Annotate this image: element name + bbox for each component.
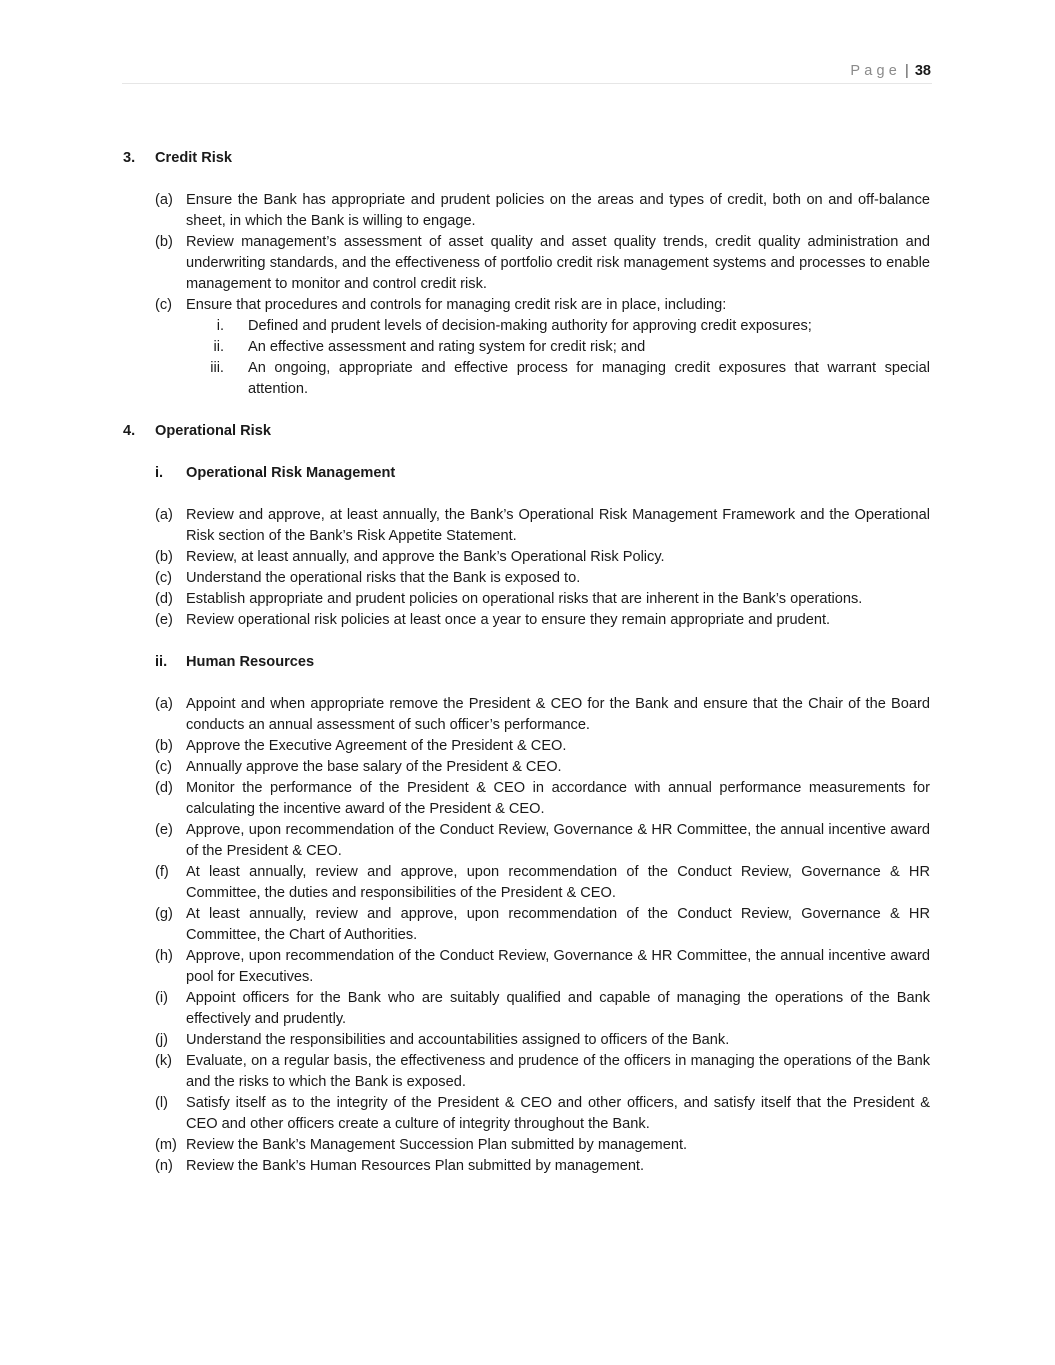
hr-list xyxy=(155,694,930,1177)
subsection-heading-orm xyxy=(155,463,930,484)
section-title: Credit Risk xyxy=(155,150,233,166)
item-label: (n) xyxy=(155,1158,173,1174)
item-text: Satisfy itself as to the integrity of the President & CEO and other officers, and satisfy itself that the President & CEO and other officers create a culture of integrity throughout the Bank. xyxy=(186,1095,930,1132)
item-label: (b) xyxy=(155,549,173,565)
item-label: (h) xyxy=(155,948,173,964)
subsection-number: ii. xyxy=(155,654,168,670)
list-item xyxy=(155,820,930,862)
item-text: Review the Bank’s Management Succession Plan submitted by management. xyxy=(186,1137,688,1153)
subsection-title: Operational Risk Management xyxy=(186,465,396,481)
item-label: (c) xyxy=(155,759,173,775)
item-text: Appoint and when appropriate remove the President & CEO for the Bank and ensure that the Chair of the Board conducts an annual assessment of such officer’s performance. xyxy=(186,696,930,733)
item-label xyxy=(186,337,248,358)
item-text: Understand the responsibilities and accountabilities assigned to officers of the Bank. xyxy=(186,1032,730,1048)
item-label: (d) xyxy=(155,591,173,607)
item-text: Review and approve, at least annually, the Bank’s Operational Risk Management Framework and the Operational Risk section of the Bank’s Risk Appetite Statement. xyxy=(186,507,930,544)
item-label-text: i. xyxy=(216,318,224,334)
list-item xyxy=(155,1135,930,1156)
list-item xyxy=(155,904,930,946)
subsection-number: i. xyxy=(155,465,164,481)
item-text: Appoint officers for the Bank who are suitably qualified and capable of managing the operations of the Bank effectively and prudently. xyxy=(186,990,930,1027)
section-number: 3. xyxy=(123,150,136,166)
list-item xyxy=(155,1156,930,1177)
item-text: Review, at least annually, and approve the Bank’s Operational Risk Policy. xyxy=(186,549,665,565)
item-text: Review management’s assessment of asset quality and asset quality trends, credit quality administration and underwriting standards, and the effectiveness of portfolio credit risk management systems and processes to enable management to monitor and control credit risk. xyxy=(186,234,930,292)
list-item xyxy=(155,757,930,778)
page-separator: | xyxy=(905,63,909,79)
item-text: At least annually, review and approve, upon recommendation of the Conduct Review, Governance & HR Committee, the duties and responsibilities of the President & CEO. xyxy=(186,864,930,901)
section-heading-credit-risk xyxy=(123,148,930,169)
item-label: (a) xyxy=(155,696,173,712)
item-text: An ongoing, appropriate and effective process for managing credit exposures that warrant special attention. xyxy=(248,360,930,397)
list-item xyxy=(155,568,930,589)
list-item xyxy=(155,1093,930,1135)
item-label: (b) xyxy=(155,234,173,250)
item-text: Approve, upon recommendation of the Conduct Review, Governance & HR Committee, the annual incentive award of the President & CEO. xyxy=(186,822,930,859)
item-text: Understand the operational risks that the Bank is exposed to. xyxy=(186,570,581,586)
list-item xyxy=(155,505,930,547)
item-text: An effective assessment and rating system for credit risk; and xyxy=(248,339,646,355)
item-text: Defined and prudent levels of decision-making authority for approving credit exposures; xyxy=(248,318,812,334)
list-item xyxy=(155,190,930,232)
list-item xyxy=(155,778,930,820)
item-text: Review operational risk policies at least once a year to ensure they remain appropriate and prudent. xyxy=(186,612,831,628)
list-item xyxy=(155,1051,930,1093)
section-heading-operational-risk xyxy=(123,421,930,442)
page-header xyxy=(850,61,931,81)
orm-list xyxy=(155,505,930,631)
list-item xyxy=(155,1030,930,1051)
list-item xyxy=(155,946,930,988)
item-label: (e) xyxy=(155,822,173,838)
item-label xyxy=(186,316,248,337)
page-label: Page xyxy=(850,63,902,79)
item-label: (e) xyxy=(155,612,173,628)
item-label: (l) xyxy=(155,1095,168,1111)
item-text: Annually approve the base salary of the President & CEO. xyxy=(186,759,562,775)
list-item xyxy=(155,610,930,631)
page-number: 38 xyxy=(914,63,931,79)
item-text: Establish appropriate and prudent policies on operational risks that are inherent in the Bank’s operations. xyxy=(186,591,863,607)
list-item xyxy=(155,988,930,1030)
list-item xyxy=(155,295,930,316)
item-label: (a) xyxy=(155,192,173,208)
item-label: (b) xyxy=(155,738,173,754)
sub-list-item xyxy=(186,337,930,358)
item-text: Ensure the Bank has appropriate and prudent policies on the areas and types of credit, both on and off-balance sheet, in which the Bank is willing to engage. xyxy=(186,192,930,229)
item-label xyxy=(186,358,248,400)
item-label: (f) xyxy=(155,864,169,880)
header-rule xyxy=(122,83,932,84)
item-label-text: ii. xyxy=(213,339,224,355)
list-item xyxy=(155,862,930,904)
item-text: Monitor the performance of the President & CEO in accordance with annual performance measurements for calculating the incentive award of the President & CEO. xyxy=(186,780,930,817)
item-text: Approve, upon recommendation of the Conduct Review, Governance & HR Committee, the annual incentive award pool for Executives. xyxy=(186,948,930,985)
list-item xyxy=(155,232,930,295)
item-label: (c) xyxy=(155,570,173,586)
subsection-heading-hr xyxy=(155,652,930,673)
item-text: Approve the Executive Agreement of the President & CEO. xyxy=(186,738,567,754)
document-body xyxy=(123,148,930,1177)
item-label: (c) xyxy=(155,297,173,313)
sub-list-item xyxy=(186,316,930,337)
section-title: Operational Risk xyxy=(155,423,271,439)
item-label: (g) xyxy=(155,906,173,922)
item-label: (j) xyxy=(155,1032,168,1048)
section-number: 4. xyxy=(123,423,136,439)
list-item xyxy=(155,547,930,568)
subsection-title: Human Resources xyxy=(186,654,315,670)
item-label: (k) xyxy=(155,1053,173,1069)
item-label: (i) xyxy=(155,990,168,1006)
list-item xyxy=(155,694,930,736)
item-label-text: iii. xyxy=(210,360,224,376)
item-text: At least annually, review and approve, upon recommendation of the Conduct Review, Governance & HR Committee, the Chart of Authorities. xyxy=(186,906,930,943)
sub-list-item xyxy=(186,358,930,400)
item-text: Evaluate, on a regular basis, the effectiveness and prudence of the officers in managing the operations of the Bank and the risks to which the Bank is exposed. xyxy=(186,1053,930,1090)
item-text: Ensure that procedures and controls for managing credit risk are in place, including: xyxy=(186,297,727,313)
item-label: (m) xyxy=(155,1137,177,1153)
credit-risk-sublist xyxy=(186,316,930,400)
credit-risk-list xyxy=(155,190,930,316)
item-label: (d) xyxy=(155,780,173,796)
item-text: Review the Bank’s Human Resources Plan submitted by management. xyxy=(186,1158,645,1174)
list-item xyxy=(155,736,930,757)
item-label: (a) xyxy=(155,507,173,523)
list-item xyxy=(155,589,930,610)
